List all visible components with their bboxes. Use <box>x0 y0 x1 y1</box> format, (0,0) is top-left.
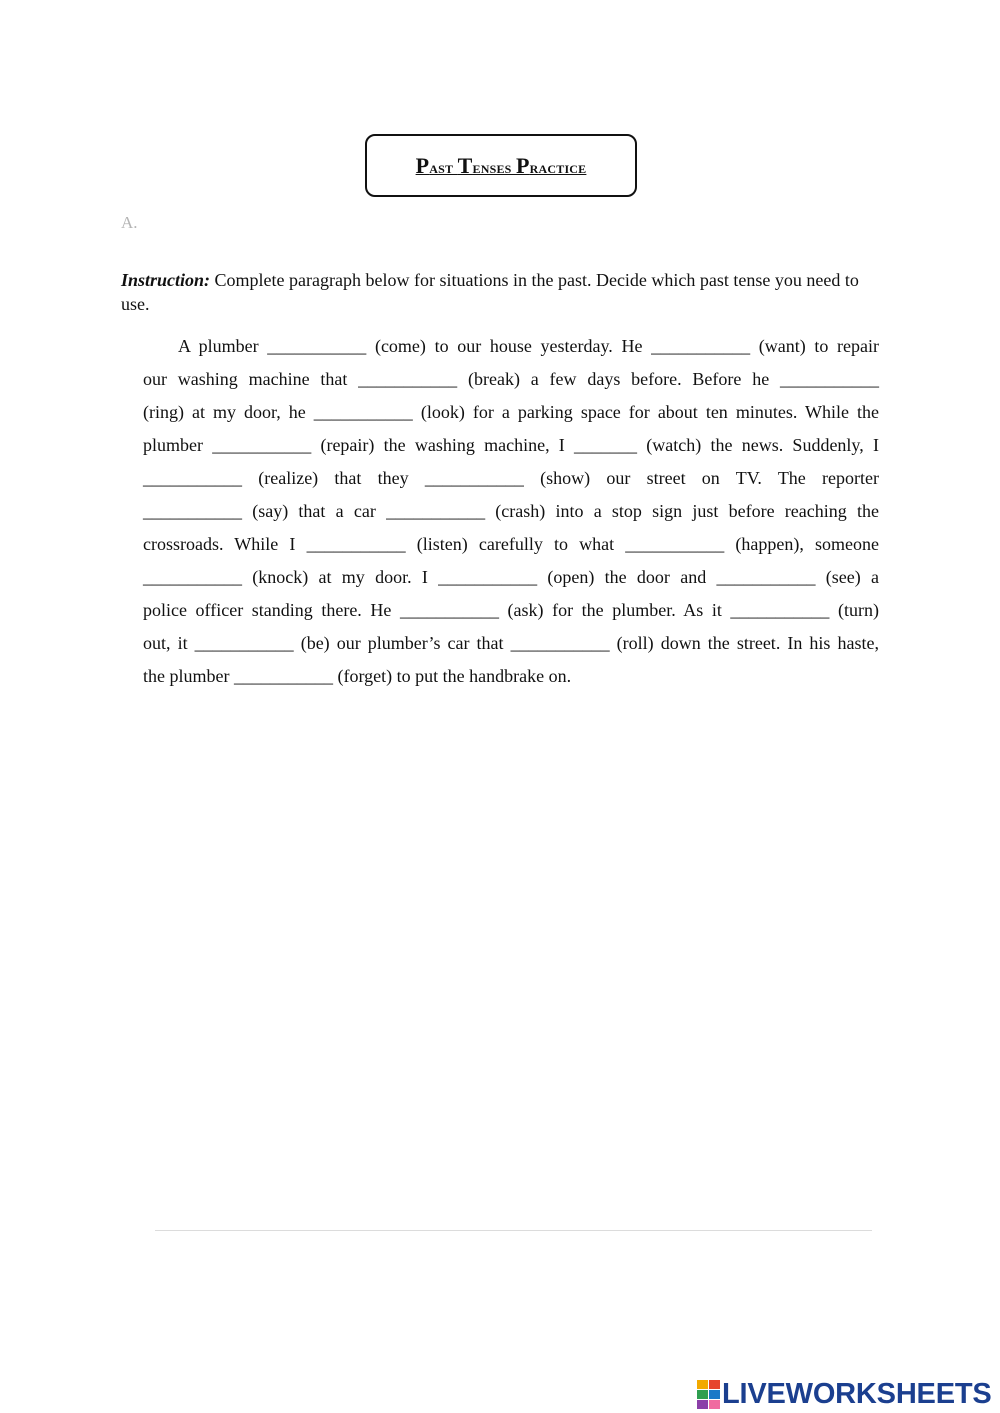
title-initial-p: P <box>415 152 430 178</box>
passage-line: ___________ (say) that a car ___________ (crash) into a stop sign just before reaching the <box>143 501 879 521</box>
passage-line: crossroads. While I ___________ (listen) carefully to what ___________ (happen), someone <box>143 534 879 554</box>
passage-line: (ring) at my door, he ___________ (look) for a parking space for about ten minutes. While the <box>143 402 879 422</box>
passage-line: police officer standing there. He ___________ (ask) for the plumber. As it ___________ (turn) <box>143 600 879 620</box>
passage-line: A plumber ___________ (come) to our house yesterday. He ___________ (want) to repair <box>178 336 879 356</box>
section-label: A. <box>121 213 138 232</box>
footer-divider <box>155 1230 872 1231</box>
title-word-past: ast <box>429 157 458 177</box>
instruction-text: Complete paragraph below for situations in the past. Decide which past tense you need to use. <box>121 270 859 314</box>
brand-name: LIVEWORKSHEETS <box>722 1377 992 1410</box>
title-word-practice: ractice <box>529 157 587 177</box>
liveworksheets-logo[interactable] <box>697 1376 992 1412</box>
passage-line: ___________ (realize) that they ___________ (show) our street on TV. The reporter <box>143 468 879 488</box>
page-title <box>416 153 587 179</box>
title-box <box>365 134 637 197</box>
passage-line: our washing machine that ___________ (break) a few days before. Before he ___________ <box>143 369 879 389</box>
logo-square <box>709 1400 720 1409</box>
passage-line: ___________ (knock) at my door. I ___________ (open) the door and ___________ (see) a <box>143 567 879 587</box>
instruction-label: Instruction: <box>121 270 211 290</box>
logo-square <box>697 1390 708 1399</box>
title-initial-t: T <box>457 152 473 178</box>
exercise-passage <box>143 330 879 693</box>
logo-square <box>697 1400 708 1409</box>
title-word-tenses: enses <box>472 157 516 177</box>
passage-line: plumber ___________ (repair) the washing machine, I _______ (watch) the news. Suddenly, I <box>143 435 879 455</box>
title-initial-p2: P <box>516 152 530 178</box>
logo-square <box>709 1380 720 1389</box>
instruction <box>121 268 861 316</box>
passage-line: the plumber ___________ (forget) to put the handbrake on. <box>143 666 572 686</box>
passage-line: out, it ___________ (be) our plumber’s car that ___________ (roll) down the street. In his haste, <box>143 633 879 653</box>
logo-square <box>697 1380 708 1389</box>
liveworksheets-icon <box>697 1380 719 1408</box>
logo-square <box>709 1390 720 1399</box>
